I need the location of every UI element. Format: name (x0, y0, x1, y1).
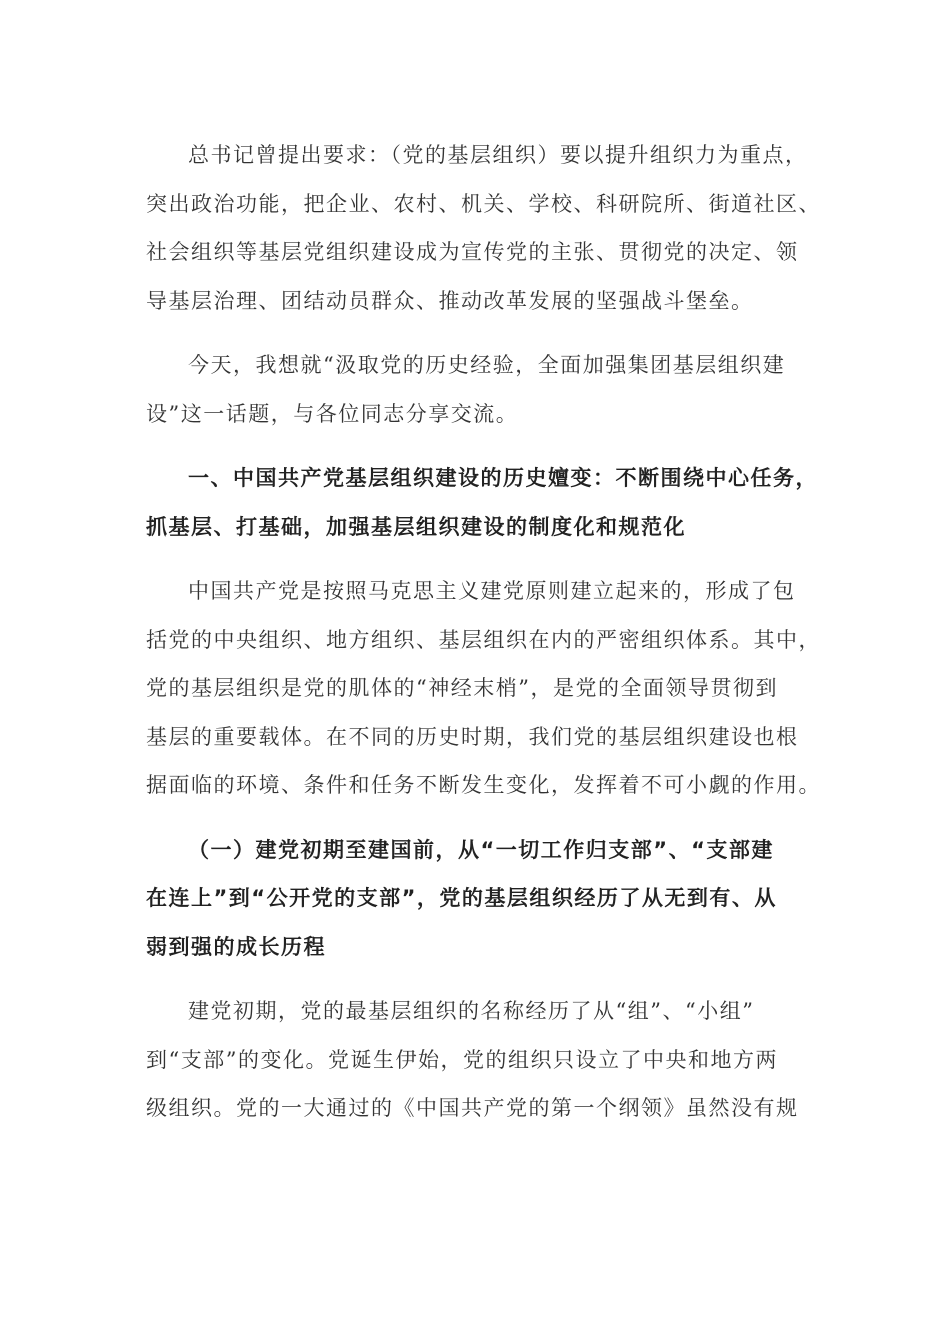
text-line: 总书记曾提出要求：（党的基层组织）要以提升组织力为重点， (188, 143, 808, 167)
text-line: 括党的中央组织、地方组织、基层组织在内的严密组织体系。其中， (146, 627, 821, 652)
subsection-heading-1 (146, 826, 806, 972)
heading-line: （一）建党初期至建国前，从“一切工作归支部”、“支部建 (188, 837, 774, 862)
text-line: 中国共产党是按照马克思主义建党原则建立起来的，形成了包 (188, 579, 796, 603)
heading-line: 在连上”到“公开党的支部”，党的基层组织经历了从无到有、从 (146, 886, 777, 910)
heading-line: 弱到强的成长历程 (146, 934, 326, 959)
paragraph-party-organization (146, 567, 821, 810)
text-line: 级组织。党的一大通过的《中国共产党的第一个纲领》虽然没有规 (146, 1096, 799, 1120)
paragraph-intro-requirement (146, 131, 821, 325)
text-line: 导基层治理、团结动员群众、推动改革发展的坚强战斗堡垒。 (146, 288, 754, 313)
text-line: 基层的重要载体。在不同的历史时期，我们党的基层组织建设也根 (146, 724, 799, 749)
heading-line: 一、中国共产党基层组织建设的历史嬗变：不断围绕中心任务， (188, 466, 818, 490)
text-line: 社会组织等基层党组织建设成为宣传党的主张、贯彻党的决定、领 (146, 240, 799, 264)
text-line: 今天，我想就“汲取党的历史经验，全面加强集团基层组织建 (188, 353, 786, 377)
section-heading-1 (146, 454, 818, 551)
text-line: 据面临的环境、条件和任务不断发生变化，发挥着不可小觑的作用。 (146, 773, 821, 797)
text-line: 突出政治功能，把企业、农村、机关、学校、科研院所、街道社区、 (146, 191, 821, 216)
text-line: 建党初期，党的最基层组织的名称经历了从“组”、“小组” (188, 999, 755, 1023)
text-line: 党的基层组织是党的肌体的“神经末梢”，是党的全面领导贯彻到 (146, 676, 778, 700)
document-body (146, 131, 821, 1133)
paragraph-early-period (146, 987, 806, 1133)
text-line: 设”这一话题，与各位同志分享交流。 (146, 401, 519, 426)
text-line: 到“支部”的变化。党诞生伊始，党的组织只设立了中央和地方两 (146, 1047, 778, 1072)
heading-line: 抓基层、打基础，加强基层组织建设的制度化和规范化 (146, 514, 686, 539)
paragraph-topic-intro (146, 341, 806, 438)
